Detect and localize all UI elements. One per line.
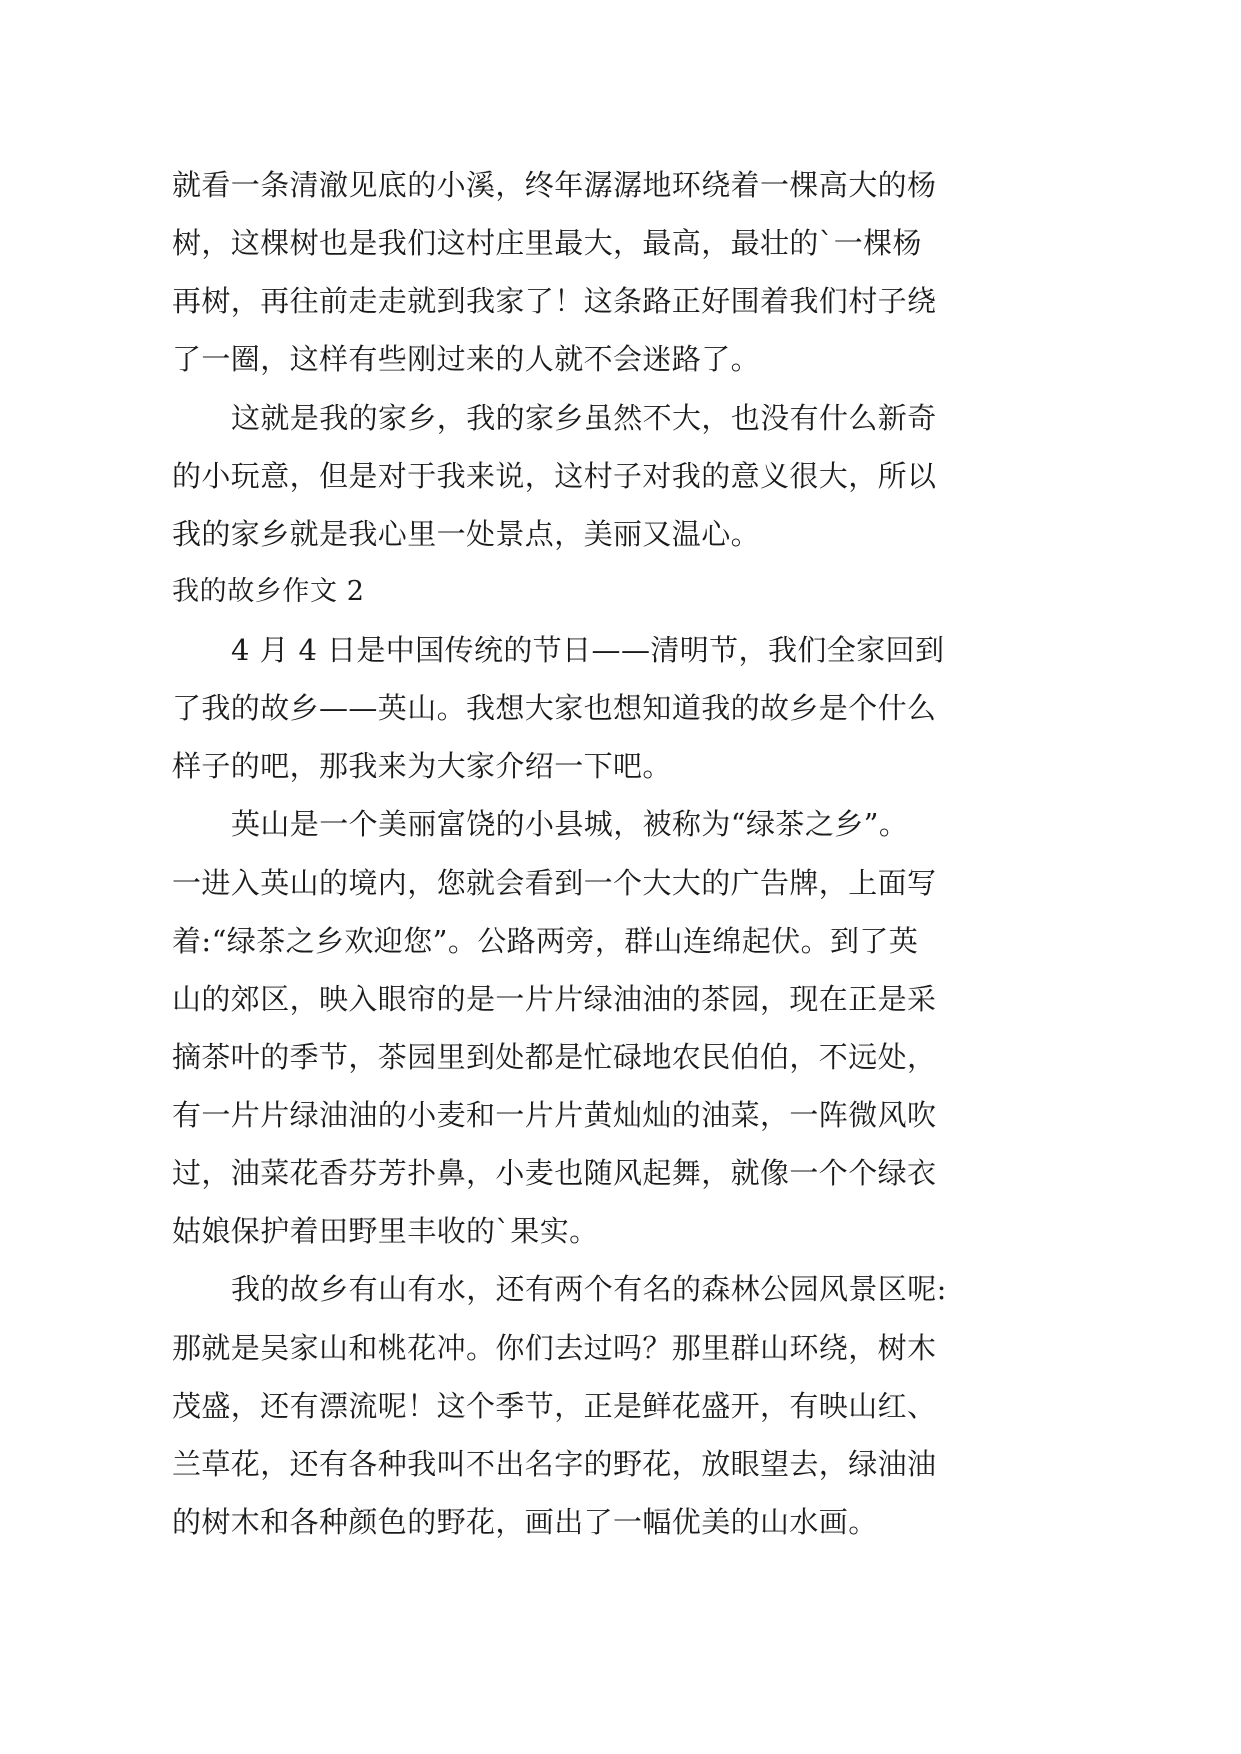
document-body bbox=[172, 156, 1172, 1551]
text-line: 摘茶叶的季节，茶园里到处都是忙碌地农民伯伯，不远处， bbox=[172, 1039, 937, 1074]
text-line: 一进入英山的境内，您就会看到一个大大的广告牌，上面写 bbox=[172, 865, 937, 900]
text-line: 就看一条清澈见底的小溪，终年潺潺地环绕着一棵高大的杨 bbox=[172, 168, 937, 202]
text-line: 再树，再往前走走就到我家了！这条路正好围着我们村子绕 bbox=[172, 284, 937, 319]
text-line: 我的故乡有山有水，还有两个有名的森林公园风景区呢: bbox=[231, 1272, 947, 1307]
text-line: 有一片片绿油油的小麦和一片片黄灿灿的油菜，一阵微风吹 bbox=[172, 1098, 937, 1132]
text-line: 了一圈，这样有些刚过来的人就不会迷路了。 bbox=[172, 342, 761, 377]
paragraph bbox=[172, 156, 1172, 389]
text-line: 的小玩意，但是对于我来说，这村子对我的意义很大，所以 bbox=[172, 458, 937, 493]
text-line: 姑娘保护着田野里丰收的`果实。 bbox=[172, 1214, 599, 1249]
text-line: 我的家乡就是我心里一处景点，美丽又温心。 bbox=[172, 516, 761, 551]
paragraph bbox=[172, 389, 1172, 563]
text-line: 兰草花，还有各种我叫不出名字的野花，放眼望去，绿油油 bbox=[172, 1446, 937, 1481]
text-line: 4 月 4 日是中国传统的节日——清明节，我们全家回到 bbox=[231, 633, 945, 667]
section-title: 我的故乡作文 2 bbox=[172, 575, 365, 607]
text-line: 样子的吧，那我来为大家介绍一下吧。 bbox=[172, 749, 672, 784]
text-line: 树，这棵树也是我们这村庄里最大，最高，最壮的`一棵杨 bbox=[172, 226, 922, 261]
text-line: 英山是一个美丽富饶的小县城，被称为“绿茶之乡”。 bbox=[231, 807, 909, 842]
text-line: 这就是我的家乡，我的家乡虽然不大，也没有什么新奇 bbox=[231, 400, 937, 435]
paragraph bbox=[172, 1260, 1172, 1551]
paragraph bbox=[172, 795, 1172, 1260]
paragraph bbox=[172, 621, 1172, 795]
text-line: 过，油菜花香芬芳扑鼻，小麦也随风起舞，就像一个个绿衣 bbox=[172, 1156, 937, 1191]
text-line: 山的郊区，映入眼帘的是一片片绿油油的茶园，现在正是采 bbox=[172, 981, 937, 1016]
text-line: 了我的故乡——英山。我想大家也想知道我的故乡是个什么 bbox=[172, 691, 937, 726]
text-line: 茂盛，还有漂流呢！这个季节，正是鲜花盛开，有映山红、 bbox=[172, 1388, 937, 1423]
text-line: 着:“绿茶之乡欢迎您”。公路两旁，群山连绵起伏。到了英 bbox=[172, 923, 919, 958]
text-line: 的树木和各种颜色的野花，画出了一幅优美的山水画。 bbox=[172, 1504, 878, 1539]
text-line: 那就是吴家山和桃花冲。你们去过吗？那里群山环绕，树木 bbox=[172, 1330, 937, 1365]
